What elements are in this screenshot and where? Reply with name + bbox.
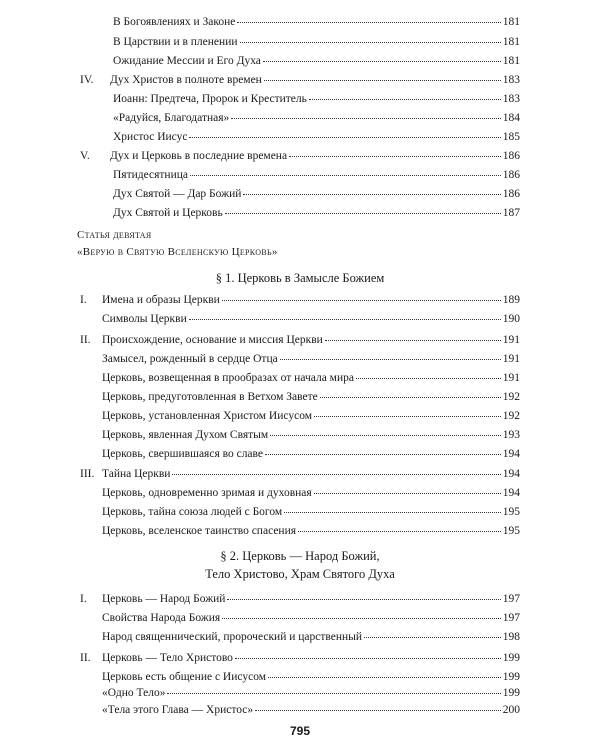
toc-section xyxy=(80,591,520,607)
dot-leader xyxy=(243,193,500,195)
toc-entry-page: 199 xyxy=(502,671,520,683)
dot-leader xyxy=(167,692,500,694)
toc-entry-title: Свойства Народа Божия xyxy=(102,612,221,624)
toc-entry-title: Церковь есть общение с Иисусом xyxy=(102,671,267,683)
toc-entry-page: 194 xyxy=(502,468,520,480)
dot-leader xyxy=(270,434,501,436)
toc-section-number: I. xyxy=(80,294,87,306)
toc-entry-page: 192 xyxy=(502,391,520,403)
toc-entry-title: Церковь, возвещенная в прообразах от начала мира xyxy=(102,372,354,384)
dot-leader xyxy=(227,598,500,600)
toc-entry xyxy=(113,110,520,126)
page-number: 795 xyxy=(289,724,311,738)
toc-entry-page: 186 xyxy=(502,150,520,162)
dot-leader xyxy=(314,415,501,417)
toc-entry xyxy=(113,14,520,30)
toc-entry-title: Церковь, одновременно зримая и духовная xyxy=(102,487,312,499)
dot-leader xyxy=(320,396,501,398)
toc-entry xyxy=(102,629,520,645)
toc-entry-title: Церковь — Народ Божий xyxy=(102,593,226,605)
toc-entry xyxy=(102,485,520,501)
toc-entry-title: Пятидесятница xyxy=(113,169,189,181)
toc-entry-title: Церковь, вселенское таинство спасения xyxy=(102,525,297,537)
toc-entry-title: «Радуйся, Благодатная» xyxy=(113,112,230,124)
dot-leader xyxy=(280,358,501,360)
dot-leader xyxy=(325,339,501,341)
toc-entry xyxy=(102,446,520,462)
toc-entry xyxy=(102,408,520,424)
toc-section xyxy=(80,466,520,482)
toc-entry-page: 185 xyxy=(502,131,520,143)
toc-entry-page: 200 xyxy=(502,704,520,716)
toc-entry-page: 186 xyxy=(502,169,520,181)
toc-entry-page: 181 xyxy=(502,36,520,48)
dot-leader xyxy=(364,636,501,638)
dot-leader xyxy=(222,617,501,619)
toc-entry xyxy=(113,205,520,221)
toc-entry-page: 198 xyxy=(502,631,520,643)
toc-entry-title: Дух Святой и Церковь xyxy=(113,207,223,219)
toc-entry-page: 184 xyxy=(502,112,520,124)
toc-entry-title: Церковь — Тело Христово xyxy=(102,652,233,664)
toc-entry xyxy=(113,91,520,107)
toc-section-number: II. xyxy=(80,652,91,664)
toc-entry-title: Дух Христов в полноте времен xyxy=(110,74,262,86)
toc-entry-page: 181 xyxy=(502,16,520,28)
dot-leader xyxy=(235,657,501,659)
dot-leader xyxy=(237,21,500,23)
toc-section-number: IV. xyxy=(80,74,94,86)
article-title: «Верую в Святую Вселенскую Церковь» xyxy=(77,246,278,258)
toc-entry-title: «Тела этого Глава — Христос» xyxy=(102,704,254,716)
toc-entry-page: 191 xyxy=(502,353,520,365)
dot-leader xyxy=(231,117,500,119)
dot-leader xyxy=(255,709,501,711)
toc-entry-title: В Царствии и в пленении xyxy=(113,36,238,48)
toc-entry-page: 195 xyxy=(502,506,520,518)
toc-entry-page: 191 xyxy=(502,334,520,346)
toc-entry-page: 192 xyxy=(502,410,520,422)
dot-leader xyxy=(225,212,501,214)
section-heading-line1: § 2. Церковь — Народ Божий, xyxy=(220,549,380,563)
toc-entry xyxy=(102,311,520,327)
toc-entry-title: Церковь, свершившаяся во славе xyxy=(102,448,264,460)
toc-entry xyxy=(113,167,520,183)
toc-entry xyxy=(102,389,520,405)
toc-entry-title: Символы Церкви xyxy=(102,313,187,325)
toc-entry-title: Церковь, установленная Христом Иисусом xyxy=(102,410,313,422)
dot-leader xyxy=(240,41,501,43)
toc-entry xyxy=(113,186,520,202)
toc-entry-title: Церковь, явленная Духом Святым xyxy=(102,429,269,441)
toc-entry-page: 197 xyxy=(502,593,520,605)
toc-section xyxy=(80,292,520,308)
dot-leader xyxy=(265,453,501,455)
toc-entry-page: 186 xyxy=(502,188,520,200)
dot-leader xyxy=(314,492,501,494)
toc-entry xyxy=(113,34,520,50)
toc-entry-title: Происхождение, основание и миссия Церкви xyxy=(102,334,323,346)
toc-entry-title: Замысел, рожденный в сердце Отца xyxy=(102,353,278,365)
toc-entry-page: 187 xyxy=(502,207,520,219)
toc-entry-title: Тайна Церкви xyxy=(102,468,171,480)
dot-leader xyxy=(284,511,501,513)
toc-entry xyxy=(102,427,520,443)
toc-entry-page: 195 xyxy=(502,525,520,537)
toc-section-number: III. xyxy=(80,468,95,480)
toc-entry-page: 189 xyxy=(502,294,520,306)
dot-leader xyxy=(356,377,501,379)
dot-leader xyxy=(190,174,501,176)
toc-section xyxy=(80,148,520,164)
toc-entry xyxy=(102,504,520,520)
toc-entry xyxy=(102,351,520,367)
toc-section xyxy=(80,650,520,666)
toc-entry-title: Христос Иисус xyxy=(113,131,188,143)
section-heading: § 1. Церковь в Замысле Божием xyxy=(215,271,385,285)
section-heading-line2: Тело Христово, Храм Святого Духа xyxy=(205,567,395,581)
toc-entry-title: Ожидание Мессии и Его Духа xyxy=(113,55,261,67)
toc-entry-page: 191 xyxy=(502,372,520,384)
toc-entry-page: 197 xyxy=(502,612,520,624)
dot-leader xyxy=(268,676,501,678)
toc-entry xyxy=(113,129,520,145)
toc-section-number: II. xyxy=(80,334,91,346)
toc-entry-page: 199 xyxy=(502,687,520,699)
toc-entry-page: 193 xyxy=(502,429,520,441)
toc-entry-title: Церковь, тайна союза людей с Богом xyxy=(102,506,283,518)
toc-entry xyxy=(102,702,520,718)
toc-section xyxy=(80,332,520,348)
dot-leader xyxy=(264,79,501,81)
dot-leader xyxy=(189,136,500,138)
toc-entry-page: 194 xyxy=(502,487,520,499)
toc-entry-page: 194 xyxy=(502,448,520,460)
toc-entry-page: 183 xyxy=(502,93,520,105)
toc-entry-title: Народ священнический, пророческий и царственный xyxy=(102,631,363,643)
dot-leader xyxy=(189,318,501,320)
toc-entry-title: Церковь, предуготовленная в Ветхом Завете xyxy=(102,391,318,403)
toc-section-number: I. xyxy=(80,593,87,605)
toc-section xyxy=(80,72,520,88)
toc-entry-page: 181 xyxy=(502,55,520,67)
toc-entry-title: В Богоявлениях и Законе xyxy=(113,16,236,28)
dot-leader xyxy=(289,155,501,157)
toc-entry xyxy=(102,610,520,626)
toc-entry-title: Дух Святой — Дар Божий xyxy=(113,188,242,200)
toc-entry-title: Имена и образы Церкви xyxy=(102,294,220,306)
toc-entry-page: 183 xyxy=(502,74,520,86)
toc-entry-page: 190 xyxy=(502,313,520,325)
toc-entry xyxy=(113,53,520,69)
article-label: Статья девятая xyxy=(77,229,152,241)
dot-leader xyxy=(172,473,500,475)
toc-section-number: V. xyxy=(80,150,90,162)
dot-leader xyxy=(309,98,501,100)
toc-entry xyxy=(102,523,520,539)
dot-leader xyxy=(222,299,501,301)
toc-entry xyxy=(102,370,520,386)
dot-leader xyxy=(263,60,501,62)
toc-entry-title: Дух и Церковь в последние времена xyxy=(110,150,288,162)
dot-leader xyxy=(298,530,501,532)
toc-entry-title: «Одно Тело» xyxy=(102,687,166,699)
toc-entry-page: 199 xyxy=(502,652,520,664)
toc-entry xyxy=(102,685,520,701)
toc-entry xyxy=(102,669,520,685)
toc-entry-title: Иоанн: Предтеча, Пророк и Креститель xyxy=(113,93,307,105)
